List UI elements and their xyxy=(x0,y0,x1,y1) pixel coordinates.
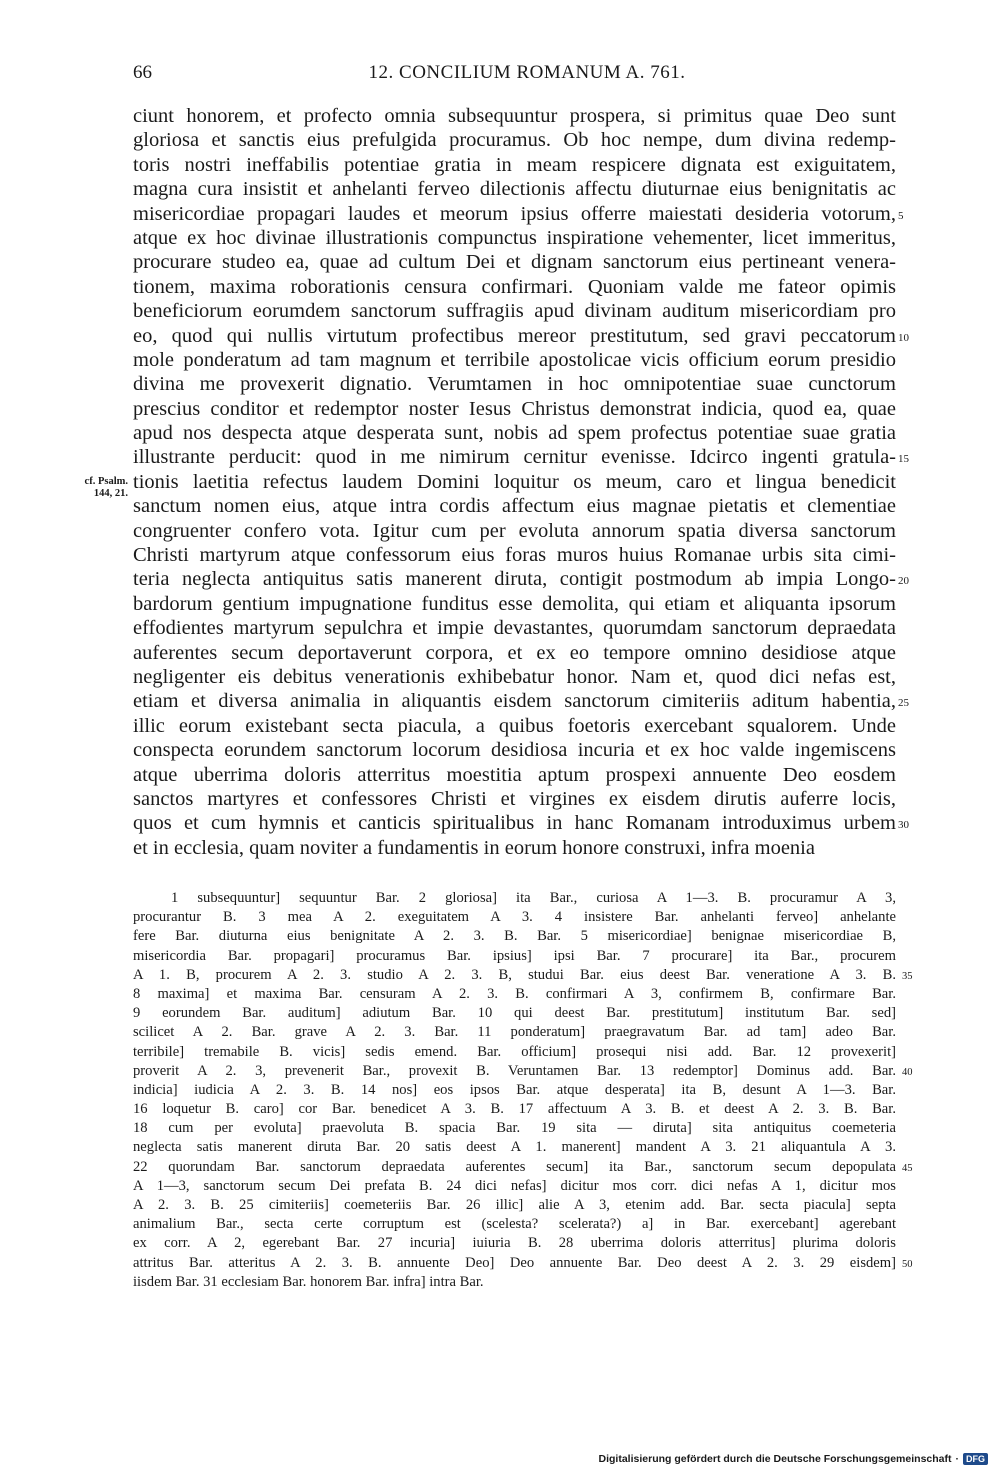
apparatus-line: terribile] tremabile B. vicis] sedis emend. Bar. officium] prosequi nisi add. Bar. 12 provexerit] xyxy=(133,1043,896,1060)
body-line: congruenter confero vota. Igitur cum per evoluta annorum spatia diversa sanctorum xyxy=(133,519,896,542)
line-number xyxy=(902,1196,942,1215)
line-number xyxy=(902,947,942,966)
line-number xyxy=(898,592,938,616)
critical-apparatus xyxy=(133,889,896,1292)
line-number xyxy=(898,714,938,738)
apparatus-line: attritus Bar. atteritus A 2. 3. B. annuente Deo] Deo annuente Bar. Deo deest A 2. 3. 29 eisdem] xyxy=(133,1254,896,1271)
body-line: tionis laetitia refectus laudem Domini loquitur os meum, caro et lingua benedicit xyxy=(133,470,896,493)
apparatus-line-numbers xyxy=(902,889,942,1292)
apparatus-line: procurantur B. 3 mea A 2. exeguitatem A 3. 4 insistere Bar. anhelanti ferveo] anhelante xyxy=(133,909,896,926)
line-number: 35 xyxy=(902,970,913,982)
line-number: 45 xyxy=(902,1162,913,1174)
body-line: apud nos despecta atque desperata sunt, nobis ad spem profectus potentiae suae gratia xyxy=(133,422,896,445)
body-line: atque ex hoc divinae illustrationis compunctus inspiratione vehementer, licet immeritus, xyxy=(133,226,896,249)
line-number: 30 xyxy=(898,819,909,832)
body-line: procurare studeo ea, quae ad cultum Dei et dignam sanctorum eius pertineant venera- xyxy=(133,251,896,274)
line-number xyxy=(898,128,938,152)
apparatus-line: proverit A 2. 3, prevenerit Bar., provexit B. Veruntamen Bar. 13 redemptor] Dominus add. Bar. xyxy=(133,1062,896,1079)
line-number xyxy=(898,177,938,201)
apparatus-line: neglecta satis manerent diruta Bar. 20 satis deest A 1. manerent] mandent A 3. 21 aliquantula A 3. xyxy=(133,1139,896,1156)
line-number xyxy=(902,927,942,946)
body-line: beneficiorum eorumdem sanctorum suffragiis apud divinam auditum misericordiam pro xyxy=(133,300,896,323)
line-number xyxy=(902,1004,942,1023)
body-line: misericordiae propagari laudes et meorum ipsius offerre maiestati desideria votorum, xyxy=(133,202,896,225)
marginal-note-line: cf. Psalm. xyxy=(84,476,128,487)
body-line: effodientes martyrum sepulchra et impie devastantes, quorumdam sanctorum depraedata xyxy=(133,617,896,640)
line-number xyxy=(898,787,938,811)
body-line: ciunt honorem, et profecto omnia subsequuntur prospera, si primitus quae Deo sunt xyxy=(133,105,896,127)
footer-separator: · xyxy=(955,1453,959,1465)
body-line: sanctos martyres et confessores Christi et virgines ex eisdem dirutis auferre locis, xyxy=(133,787,896,810)
body-line: magna cura insistit et anhelanti ferveo dilectionis affectu diuturnae eius benignitatis ac xyxy=(133,178,896,201)
apparatus-line: iisdem Bar. 31 ecclesiam Bar. honorem Bar. infra] intra Bar. xyxy=(133,1273,484,1290)
line-number: 40 xyxy=(902,1066,913,1078)
line-number xyxy=(898,348,938,372)
body-line: sanctum nomen eius, atque intra cordis affectum eius magnae pietatis et clementiae xyxy=(133,495,896,518)
body-line: gloriosa et sanctis eius prefulgida procuramus. Ob hoc nempe, dum divina redemp- xyxy=(133,129,896,152)
line-number xyxy=(898,470,938,494)
body-text xyxy=(133,104,896,860)
body-line: etiam et diversa animalia in aliquantis eisdem sanctorum cimiteriis aditum habentia, xyxy=(133,690,896,713)
apparatus-line: 18 cum per evoluta] praevoluta B. spacia Bar. 19 sita — diruta] sita antiquitus coemeteria xyxy=(133,1120,896,1137)
running-title-text: 12. CONCILIUM ROMANUM A. 761. xyxy=(368,62,686,83)
apparatus-line: scilicet A 2. Bar. grave A 2. 3. Bar. 11 ponderatum] praegravatum Bar. ad tam] adeo Bar. xyxy=(133,1024,896,1041)
body-line: tionem, maxima roborationis censura confirmari. Quoniam valde me fateor opimis xyxy=(133,275,896,298)
body-line: quos et cum hymnis et canticis spiritualibus in hanc Romanam introduximus urbem xyxy=(133,812,896,835)
line-number xyxy=(898,763,938,787)
line-number: 20 xyxy=(898,575,909,588)
running-title xyxy=(0,62,1000,84)
marginal-note xyxy=(58,476,128,500)
line-number xyxy=(902,1215,942,1234)
line-number xyxy=(898,397,938,421)
body-line: prescius conditor et redemptor noster Iesus Christus demonstrat indicia, quod ea, quae xyxy=(133,397,896,420)
line-number xyxy=(902,1138,942,1157)
body-line: toris nostri ineffabilis potentiae gratia in meam respicere dignata est exiguitatem, xyxy=(133,153,896,176)
line-number xyxy=(898,153,938,177)
body-line: mole ponderatum ad tam magnum et terribile apostolicae vicis officium eorum presidio xyxy=(133,348,896,371)
body-line: Christi martyrum atque confessorum eius foras muros huius Romanae urbis sita cimi- xyxy=(133,544,896,567)
line-number xyxy=(898,616,938,640)
apparatus-line: misericordia Bar. propagari] procuramus Bar. ipsius] ipsi Bar. 7 procurare] ita Bar., procurem xyxy=(133,947,896,964)
footer xyxy=(599,1453,988,1465)
apparatus-line: indicia] iudicia A 2. 3. B. 14 nos] eos ipsos Bar. atque desperata] ita B, desunt A 1—3. Bar. xyxy=(133,1081,896,1098)
line-number: 5 xyxy=(898,209,904,222)
line-number xyxy=(898,543,938,567)
apparatus-line: 22 quorundam Bar. sanctorum depraedata auferentes secum] ita Bar., sanctorum secum depopulata xyxy=(133,1158,896,1175)
line-number xyxy=(902,1100,942,1119)
apparatus-line: 16 loquetur B. caro] cor Bar. benedicet A 3. B. 17 affectuum A 3. B. et deest A 2. 3. B. Bar. xyxy=(133,1101,896,1118)
body-line: bardorum gentium impugnatione funditus esse demolita, qui etiam et aliquanta ipsorum xyxy=(133,592,896,615)
line-number xyxy=(898,519,938,543)
line-number: 25 xyxy=(898,697,909,710)
line-number xyxy=(898,250,938,274)
line-number xyxy=(902,1023,942,1042)
body-line: divina me provexerit dignatio. Verumtamen in hoc omnipotentiae suae cunctorum xyxy=(133,373,896,396)
dfg-logo-icon: DFG xyxy=(963,1453,988,1465)
line-number xyxy=(902,1043,942,1062)
line-number xyxy=(898,665,938,689)
body-line: negligenter eis debitus venerationis exhibebatur honor. Nam et, quod dici nefas est, xyxy=(133,665,896,688)
line-number xyxy=(902,1119,942,1138)
line-number xyxy=(902,1081,942,1100)
line-number xyxy=(898,372,938,396)
body-line: teria neglecta antiquitus satis manerent diruta, contigit postmodum ab impia Longo- xyxy=(133,568,896,591)
line-number xyxy=(902,1273,942,1292)
line-number xyxy=(898,836,938,860)
line-number: 50 xyxy=(902,1258,913,1270)
apparatus-line: fere Bar. diuturna eius benignitate A 2. 3. B. Bar. 5 misericordiae] benignae misericordiae B, xyxy=(133,928,896,945)
apparatus-line: A 2. 3. B. 25 cimiteriis] coemeteriis Bar. 26 illic] alie A 3, etenim add. Bar. secta piacula] septa xyxy=(133,1197,896,1213)
line-number xyxy=(902,1234,942,1253)
body-line: auferentes secum deportaverunt corpora, et ex eo tempore omnino desidiose atque xyxy=(133,641,896,664)
apparatus-line: A 1—3, sanctorum secum Dei prefata B. 24 dici nefas] dicitur mos corr. dici nefas A 1, dicitur mos xyxy=(133,1177,896,1194)
page-number: 66 xyxy=(133,62,152,83)
line-number xyxy=(898,641,938,665)
line-number xyxy=(898,494,938,518)
line-number xyxy=(898,104,938,128)
line-number: 15 xyxy=(898,453,909,466)
line-number xyxy=(898,738,938,762)
apparatus-line: animalium Bar., secta certe corruptum est (scelesta? scelerata?) a] in Bar. exercebant] agerebant xyxy=(133,1216,896,1233)
apparatus-line: 9 eorundem Bar. auditum] adiutum Bar. 10 qui deest Bar. prestitutum] institutum Bar. sed] xyxy=(133,1005,896,1022)
footer-credit: Digitalisierung gefördert durch die Deutsche Forschungsgemeinschaft xyxy=(598,1453,952,1465)
line-number xyxy=(898,421,938,445)
line-number xyxy=(898,299,938,323)
apparatus-line: ex corr. A 2, egerebant Bar. 27 incuria] iuiuria B. 28 uberrima doloris atterritus] plurima doloris xyxy=(133,1235,896,1252)
body-line: illic eorum existebant secta piacula, a quibus foetoris exercebant squalorem. Unde xyxy=(133,714,896,737)
body-line: eo, quod qui nullis virtutum profectibus mereor prestitutum, sed gravi peccatorum xyxy=(133,324,896,347)
body-line-numbers xyxy=(898,104,938,860)
line-number xyxy=(902,908,942,927)
line-number xyxy=(898,275,938,299)
body-line: conspecta eorundem sanctorum locorum desidiosa incuria et ex hoc valde ingemiscens xyxy=(133,739,896,762)
apparatus-line: 8 maxima] et maxima Bar. censuram A 2. 3. B. confirmari A 3, confirmem B, confirmare Bar. xyxy=(133,985,896,1002)
apparatus-line: A 1. B, procurem A 2. 3. studio A 2. 3. B, studui Bar. eius deest Bar. veneratione A 3. B. xyxy=(133,966,896,983)
line-number xyxy=(902,985,942,1004)
body-line: et in ecclesia, quam noviter a fundamentis in eorum honore construxi, infra moenia xyxy=(133,836,815,859)
body-line: atque uberrima doloris atterritus moestitia aptum prospexi annuente Deo eosdem xyxy=(133,763,896,786)
line-number xyxy=(902,889,942,908)
line-number xyxy=(898,226,938,250)
line-number: 10 xyxy=(898,331,909,344)
apparatus-line: 1 subsequuntur] sequuntur Bar. 2 gloriosa] ita Bar., curiosa A 1—3. B. procuramur A 3, xyxy=(171,890,896,906)
line-number xyxy=(902,1177,942,1196)
marginal-note-line: 144, 21. xyxy=(93,488,128,499)
body-line: illustrante perducit: quod in me nimirum cernitur evenisse. Idcirco ingenti gratula- xyxy=(133,446,896,469)
